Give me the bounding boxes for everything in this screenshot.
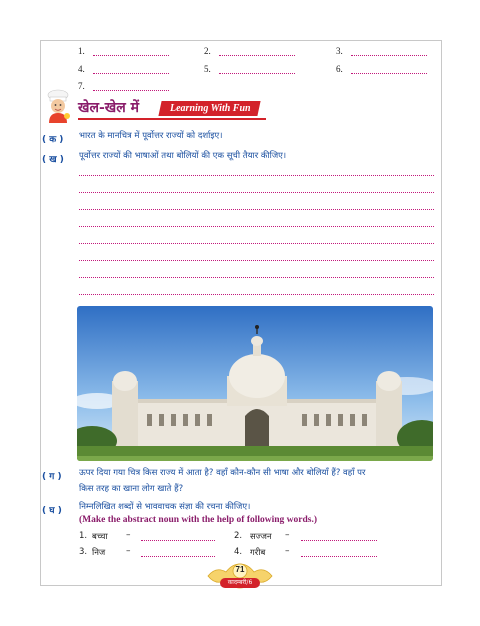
question-text: निम्नलिखित शब्दों से भाववाचक संज्ञा की रचना कीजिए।	[79, 502, 251, 512]
dash: –	[126, 530, 131, 540]
word-number: 4.	[234, 547, 243, 557]
word: बच्चा	[92, 532, 108, 542]
question-label: ( ख )	[42, 155, 64, 165]
word: निज	[92, 548, 106, 558]
question-text: भारत के मानचित्र में पूर्वोत्तर राज्यों को दर्शाइए।	[79, 131, 223, 141]
section-title-english: Learning With Fun	[170, 103, 251, 114]
answer-line	[79, 277, 434, 278]
section-title-english-badge	[158, 101, 260, 116]
answer-line	[79, 175, 434, 176]
blank-line	[351, 73, 427, 74]
question-label: ( घ )	[42, 506, 62, 516]
answer-line	[79, 192, 434, 193]
question-label: ( ग )	[42, 472, 62, 482]
english-instruction: (Make the abstract noun with the help of following words.)	[79, 515, 318, 525]
dash: –	[285, 530, 290, 540]
blank-line	[219, 55, 295, 56]
blank-line	[301, 556, 377, 557]
word: सज्जन	[250, 532, 272, 542]
question-text: पूर्वोत्तर राज्यों की भाषाओं तथा बोलियों की एक सूची तैयार कीजिए।	[79, 151, 287, 161]
monument-photo	[77, 306, 433, 461]
list-number: 4.	[78, 64, 85, 74]
answer-line	[79, 226, 434, 227]
word-number: 2.	[234, 531, 243, 541]
banner-underline	[78, 118, 266, 120]
list-number: 6.	[336, 64, 343, 74]
blank-line	[93, 55, 169, 56]
word-number: 3.	[79, 547, 88, 557]
blank-line	[141, 556, 215, 557]
blank-line	[93, 73, 169, 74]
blank-line	[351, 55, 427, 56]
page-number: 71	[235, 565, 245, 574]
blank-line	[141, 540, 215, 541]
blank-line	[301, 540, 377, 541]
dash: –	[126, 546, 131, 556]
blank-line	[93, 90, 169, 91]
chef-boy-mascot-icon	[43, 89, 73, 123]
list-number: 7.	[78, 81, 85, 91]
question-label: ( क )	[42, 135, 64, 145]
book-series-label: कादम्बरी/6	[227, 579, 253, 586]
answer-line	[79, 209, 434, 210]
answer-line	[79, 260, 434, 261]
list-number: 3.	[336, 46, 343, 56]
blank-line	[219, 73, 295, 74]
question-text-line1: ऊपर दिया गया चित्र किस राज्य में आता है? वहाँ कौन-कौन सी भाषा और बोलियाँ हैं? वहाँ पर	[79, 468, 366, 478]
list-number: 5.	[204, 64, 211, 74]
word: गरीब	[250, 548, 266, 558]
word-number: 1.	[79, 531, 88, 541]
question-text-line2: किस तरह का खाना लोग खाते हैं?	[79, 484, 184, 494]
answer-line	[79, 243, 434, 244]
answer-line	[79, 294, 434, 295]
list-number: 1.	[78, 46, 85, 56]
list-number: 2.	[204, 46, 211, 56]
dash: –	[285, 546, 290, 556]
section-title-hindi: खेल-खेल में	[78, 100, 139, 116]
